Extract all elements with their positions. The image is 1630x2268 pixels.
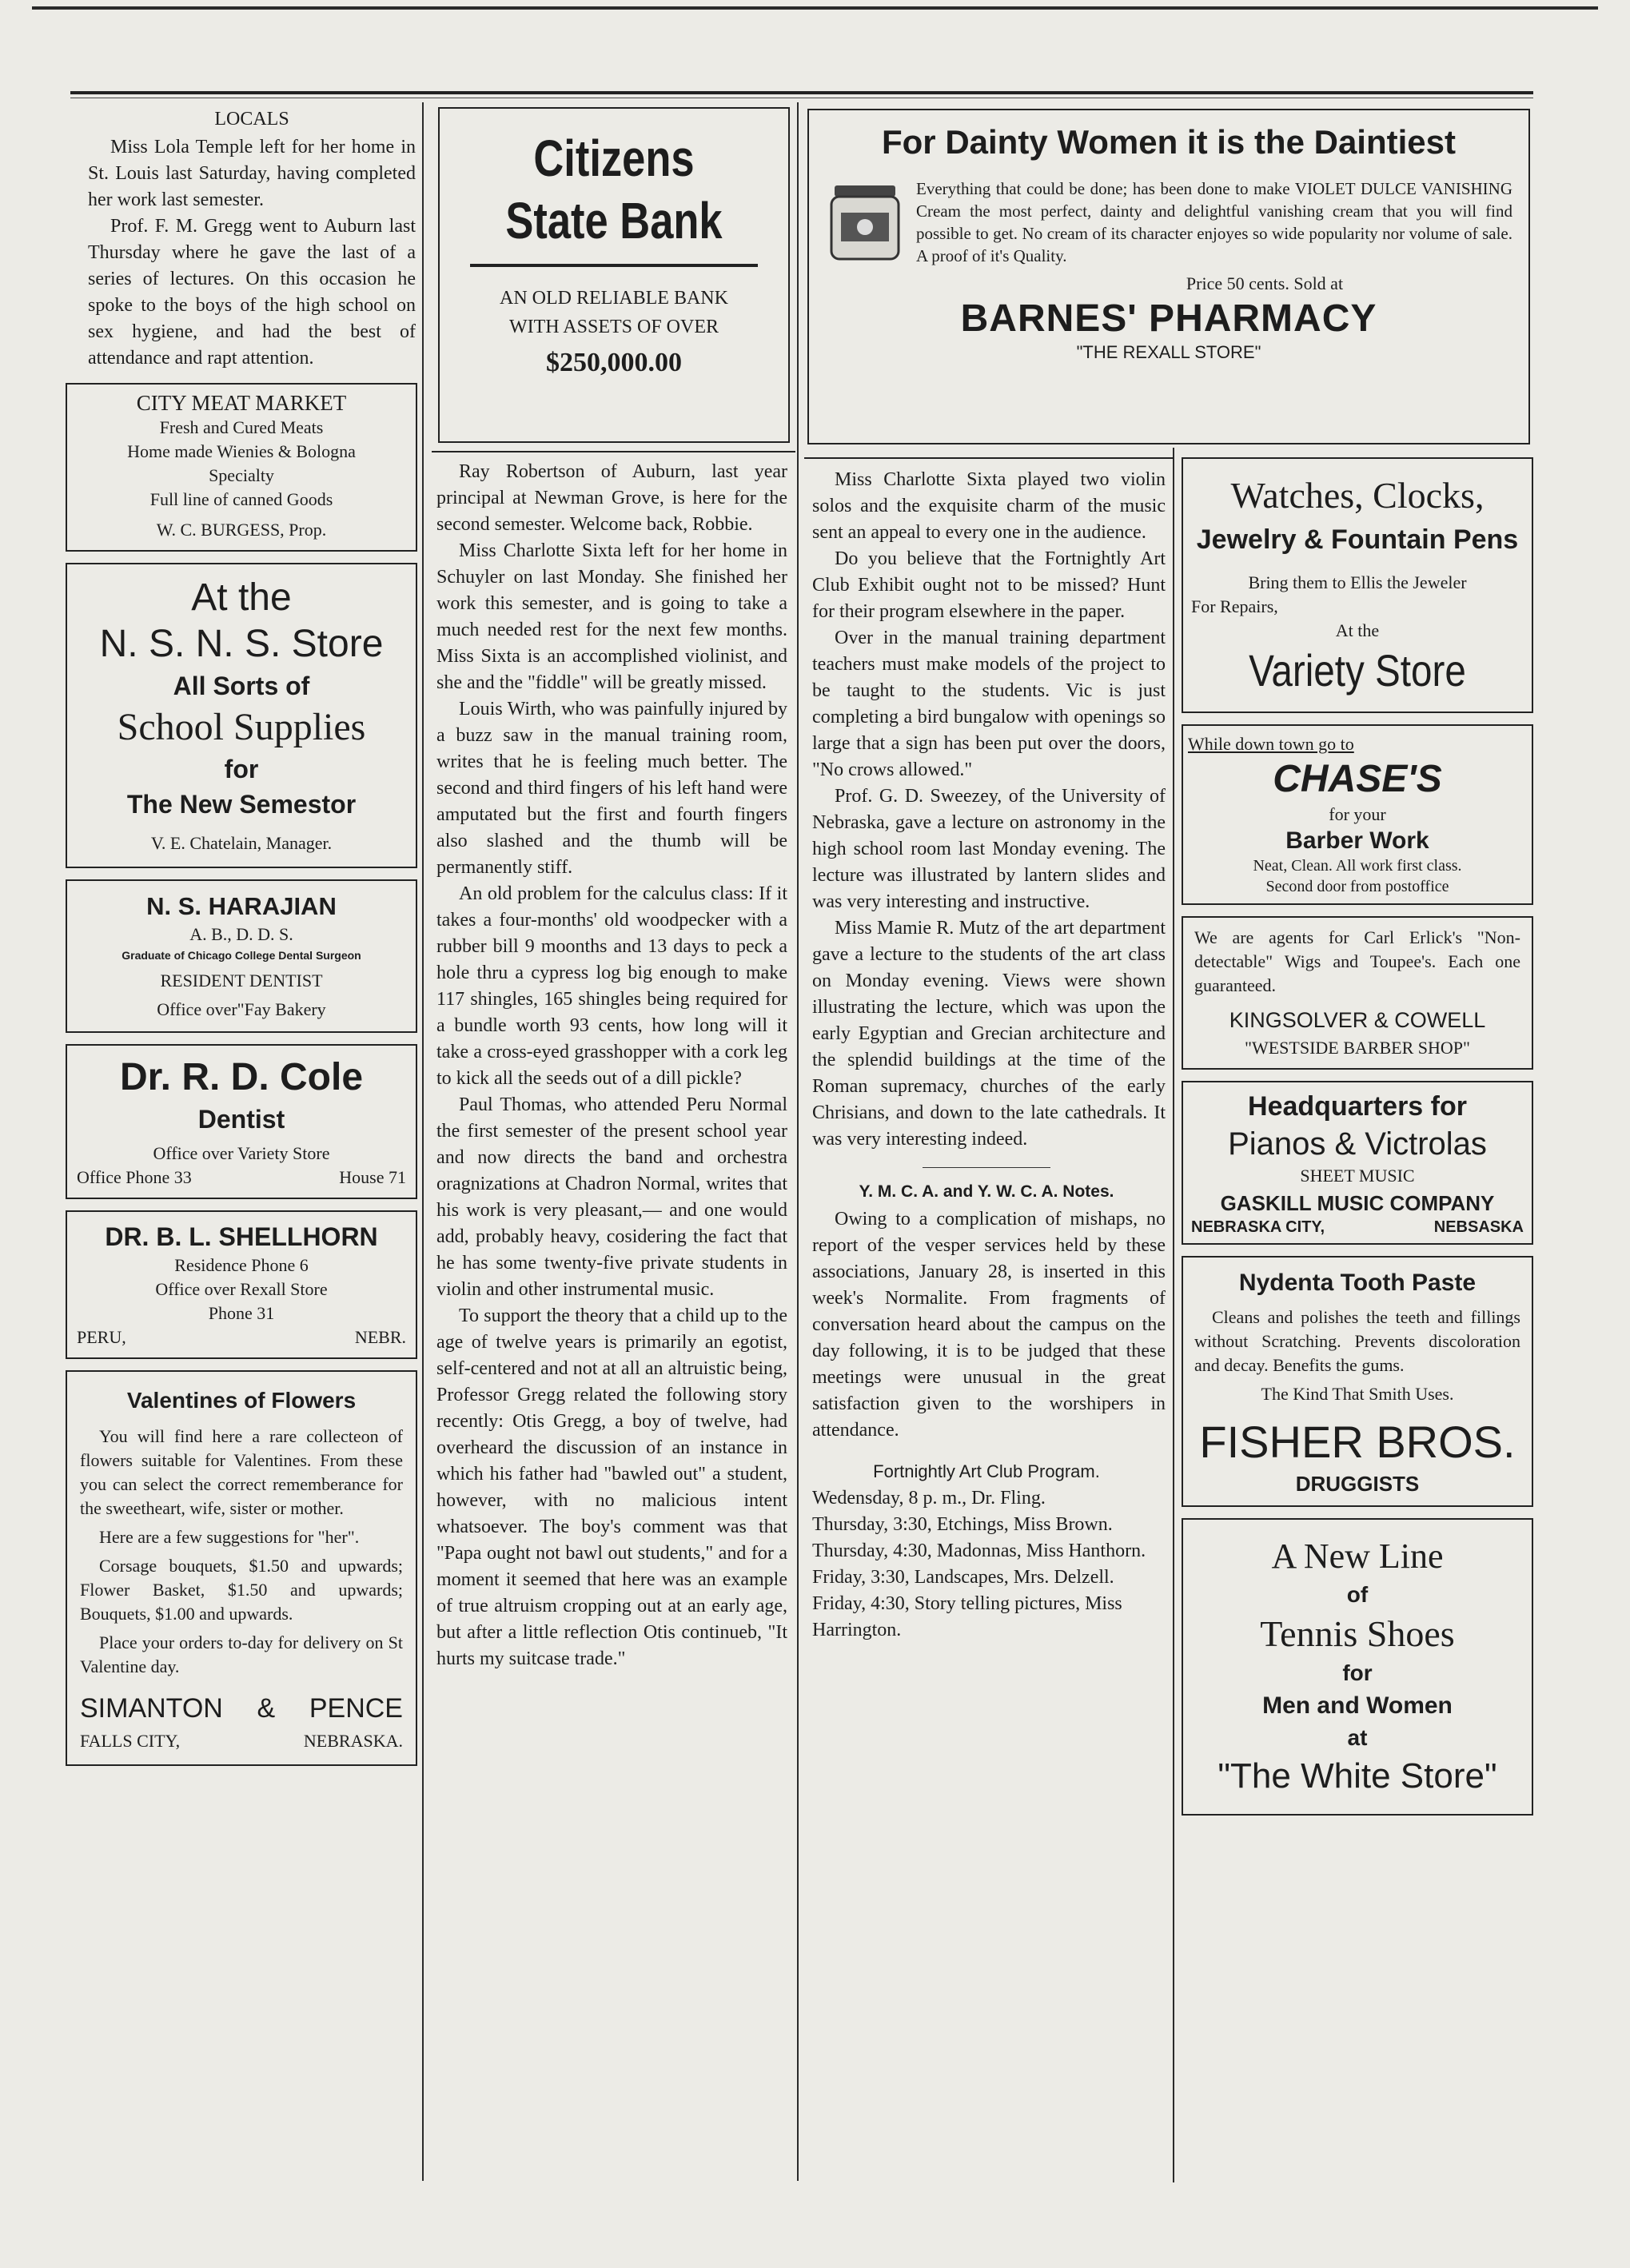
ad-line: Neat, Clean. All work first class. (1253, 857, 1462, 875)
locals-section (66, 102, 424, 372)
ad-line: Graduate of Chicago College Dental Surgeon (122, 949, 361, 962)
ad-line: Full line of canned Goods (149, 489, 333, 509)
gaskill-ad (1182, 1081, 1533, 1245)
cole-ad (66, 1044, 417, 1199)
ad-line: SHEET MUSIC (1300, 1166, 1415, 1186)
news-paragraph: Miss Lola Temple left for her home in St. Louis last Saturday, having completed her work last semester. (88, 137, 416, 210)
program-item: Wedensday, 8 p. m., Dr. Fling. (812, 1488, 1046, 1509)
page-top-border (32, 6, 1598, 10)
ad-body: Everything that could be done; has been done to make VIOLET DULCE VANISHING Cream the most perfect, dainty and delightful vanishing cream that you will find possible to get. No cream of its character enjoyes so wide popularity nor volume of sale. A proof of it's Quality. (916, 179, 1512, 265)
program-item: Thursday, 4:30, Madonnas, Miss Hanthorn. (812, 1541, 1146, 1561)
ad-line: The New Semestor (126, 790, 357, 819)
ad-title: Pianos & Victrolas (1228, 1126, 1487, 1162)
white-store-ad (1182, 1518, 1533, 1816)
program-item: Friday, 3:30, Landscapes, Mrs. Delzell. (812, 1567, 1114, 1588)
news-paragraph: To support the theory that a child up to the age of twelve years is primarily an egotist, self-centered and not at all an altruistic being, Professor Gregg related the following story recently: Otis Gregg, a boy of twelve, had overheard the discussion of an instance in which his father had "bawled out" a student, however, with no malicious intent whatsoever. The boy's comment was that "Papa ought not bawl out students," and for a moment it seemed that here was an example of true altruism cropping out at an early age, but after a little reflection Otis continueb, "It hurts my suitcase trade." (436, 1305, 787, 1669)
ad-line: V. E. Chatelain, Manager. (150, 833, 333, 853)
news-paragraph: Miss Mamie R. Mutz of the art department gave a lecture to the students of the art class on Monday evening. Views were shown illustrating the lecture, which was upon the early Egyptian and Grecian architecture and the splendid buildings at the time of the Roman supremacy, churches of the early Chrisians, and down to the late cathedrals. It was very interesting indeed. (812, 918, 1166, 1150)
city: NEBRASKA CITY, (1191, 1218, 1325, 1236)
bank-name: State Bank (505, 192, 723, 249)
ad-title: KINGSOLVER & COWELL (1229, 1008, 1486, 1032)
program-item: Thursday, 3:30, Etchings, Miss Brown. (812, 1514, 1113, 1535)
ad-paragraph: You will find here a rare collecteon of flowers suitable for Valentines. From these you can select the correct rememberance for the sweetheart, wife, sister or mother. (80, 1426, 403, 1518)
column-rule (797, 102, 799, 2181)
ad-line: All Sorts of (173, 672, 310, 700)
ad-line: RESIDENT DENTIST (160, 971, 323, 991)
ad-line: W. C. BURGESS, Prop. (156, 520, 327, 540)
ad-body: Cleans and polishes the teeth and fillings without Scratching. Prevents discoloration and decay. Benefits the gums. (1194, 1307, 1520, 1375)
ad-title: Valentines of Flowers (126, 1388, 357, 1413)
violet-cream-ad (807, 109, 1530, 444)
nydenta-ad (1182, 1256, 1533, 1507)
news-paragraph: Prof. F. M. Gregg went to Auburn last Thursday where he gave the last of a series of lectures. On this occasion he spoke to the boys of the high school on sex hygiene, and had the best of attendance and rapt attention. (88, 216, 416, 369)
divider (470, 264, 758, 267)
news-paragraph: Ray Robertson of Auburn, last year principal at Newman Grove, is here for the second semester. Welcome back, Robbie. (436, 461, 787, 535)
news-paragraph: Louis Wirth, who was painfully injured by a buzz saw in the manual training room, writes that he is feeling much better. The second and third fingers of his left hand were amputated but the first and fourth fingers also slashed and the thumb will be permanently stiff. (436, 699, 787, 878)
ad-line: for (224, 755, 259, 783)
chase-ad (1182, 724, 1533, 905)
section-heading: Fortnightly Art Club Program. (873, 1461, 1100, 1481)
ad-price: Price 50 cents. Sold at (1186, 273, 1344, 293)
firm-amp: & (257, 1693, 276, 1724)
ad-line: Barber Work (1285, 827, 1429, 854)
program-item: Friday, 4:30, Story telling pictures, Miss Harrington. (812, 1593, 1122, 1640)
column-2 (424, 102, 795, 1672)
ad-line: for your (1329, 804, 1386, 824)
ad-line: Fresh and Cured Meats (159, 417, 324, 437)
ad-title: Dr. R. D. Cole (119, 1056, 364, 1098)
ad-line: Jewelry & Fountain Pens (1196, 524, 1519, 555)
ad-title: Variety Store (1249, 645, 1466, 696)
ad-title: CHASE'S (1273, 758, 1442, 800)
ad-line: Office over"Fay Bakery (157, 999, 326, 1019)
ad-line: DRUGGISTS (1295, 1472, 1420, 1496)
bank-ad (438, 107, 790, 443)
news-paragraph: Do you believe that the Fortnightly Art Club Exhibit ought not to be missed? Hunt for their program elsewhere in the paper. (812, 548, 1166, 622)
section-heading: Y. M. C. A. and Y. W. C. A. Notes. (859, 1182, 1114, 1201)
news-column (424, 459, 795, 1672)
bank-desc: WITH ASSETS OF OVER (508, 317, 719, 337)
house-phone: House 71 (339, 1167, 406, 1187)
ad-line: School Supplies (117, 706, 366, 748)
ad-line: Bring them to Ellis the Jeweler (1248, 572, 1467, 592)
ad-line: Phone 31 (208, 1303, 275, 1323)
firm-name: SIMANTON (80, 1693, 223, 1724)
nsns-store-ad (66, 563, 417, 868)
meat-market-ad (66, 383, 417, 552)
news-paragraph: Miss Charlotte Sixta played two violin solos and the exquisite charm of the music sent an appeal to every one in the audience. (812, 469, 1166, 543)
state: NEBR. (354, 1327, 406, 1347)
ad-paragraph: Here are a few suggestions for "her". (99, 1527, 360, 1547)
ad-body: We are agents for Carl Erlick's "Non-detectable" Wigs and Toupee's. Each one guaranteed. (1194, 927, 1520, 995)
ad-line: Office over Rexall Store (155, 1279, 328, 1299)
firm-name: PENCE (309, 1693, 403, 1724)
state: NEBSASKA (1433, 1218, 1524, 1236)
ad-line: A. B., D. D. S. (189, 924, 293, 944)
cream-jar-icon (825, 177, 905, 265)
ad-line: Second door from postoffice (1265, 878, 1449, 895)
city: FALLS CITY, (80, 1731, 181, 1751)
town: PERU, (77, 1327, 126, 1347)
news-paragraph: Paul Thomas, who attended Peru Normal the first semester of the present school year and now directs the band and orchestra oragnizations at Chadron Normal, writes that his work is very pleasant,— and one would add, probably heavy, cosidering the fact that he has some twenty-five private students in violin and other instrumental music. (436, 1094, 787, 1300)
column-1 (66, 102, 424, 1766)
state: NEBRASKA. (303, 1731, 403, 1751)
office-phone: Office Phone 33 (77, 1167, 192, 1187)
locals-heading: LOCALS (214, 109, 289, 130)
store-name: FISHER BROS. (1199, 1417, 1516, 1467)
ad-line: Residence Phone 6 (174, 1255, 309, 1275)
ad-line: While down town go to (1188, 734, 1354, 754)
divider (923, 1167, 1050, 1168)
ad-title: N. S. N. S. Store (99, 623, 384, 665)
ad-paragraph: Corsage bouquets, $1.50 and upwards; Flower Basket, $1.50 and upwards; Bouquets, $1.00 and upwards. (80, 1556, 403, 1624)
bank-desc: AN OLD RELIABLE BANK (500, 288, 728, 309)
harajian-ad (66, 879, 417, 1033)
ad-line: Dentist (197, 1105, 285, 1134)
ad-line: Specialty (209, 465, 274, 485)
news-paragraph: Over in the manual training department teachers must make models of the project to be taught to the students. Vic is just completing a bird bungalow with openings so large that a sign has been put over the doors, "No crows allowed." (812, 628, 1166, 780)
ad-title: N. S. HARAJIAN (146, 892, 337, 920)
shellhorn-ad (66, 1210, 417, 1359)
ad-title: A New Line (1271, 1537, 1444, 1576)
news-paragraph: Owing to a complication of mishaps, no report of the vesper services held by these associations, January 28, is inserted in this week's Normalite. From fragments of conversation heard about the campus on the day following, it is to be judged that these meetings were unusual in the great satisfaction given to the worshipers in attendance. (812, 1209, 1166, 1441)
ad-line: GASKILL MUSIC COMPANY (1220, 1191, 1495, 1215)
ad-title: DR. B. L. SHELLHORN (105, 1222, 378, 1251)
column-4 (1175, 457, 1533, 1816)
ad-line: Men and Women (1262, 1692, 1453, 1719)
kingsolver-ad (1182, 916, 1533, 1070)
ad-line: for (1342, 1660, 1373, 1685)
news-paragraph: Miss Charlotte Sixta left for her home in Schuyler on last Monday. She finished her work this semester, and is going to take a much needed rest for the next few months. Miss Sixta is an accomplished violinist, and she and the "fiddle" will be greatly missed. (436, 540, 787, 693)
news-paragraph: Prof. G. D. Sweezey, of the University of Nebraska, gave a lecture on astronomy in the high school room last Monday evening. The lecture was illustrated by lantern slides and was very interesting and instructive. (812, 786, 1166, 912)
ad-line: At the (191, 576, 292, 619)
bank-name: Citizens (533, 130, 695, 187)
ad-title: CITY MEAT MARKET (136, 391, 347, 415)
ad-line: At the (1335, 620, 1380, 640)
store-name: BARNES' PHARMACY (960, 297, 1377, 340)
ad-paragraph: Place your orders to-day for delivery on St Valentine day. (80, 1632, 403, 1676)
bank-assets: $250,000.00 (546, 348, 682, 377)
ad-line: Home made Wienies & Bologna (127, 441, 356, 461)
ad-title: Tennis Shoes (1260, 1613, 1455, 1654)
ad-title: "The White Store" (1218, 1756, 1497, 1796)
ad-line: at (1347, 1725, 1368, 1750)
valentines-ad (66, 1370, 417, 1766)
header-rule (70, 91, 1533, 94)
ad-title: Headquarters for (1248, 1091, 1467, 1122)
ad-line: of (1346, 1582, 1369, 1607)
ad-line: Office over Variety Store (153, 1143, 330, 1163)
watches-ad (1182, 457, 1533, 713)
news-paragraph: An old problem for the calculus class: If it takes a four-months' old woodpecker with a rubber bill 9 moonths and 13 days to peck a hole thru a cypress log big enough to make 117 shingles, 165 shingles being required for a bundle worth 93 cents, how long will it take a cross-eyed grasshopper with a cork leg to kick all the seeds out of a dill pickle? (436, 883, 787, 1089)
store-tagline: "THE REXALL STORE" (1076, 342, 1261, 362)
ad-line: "WESTSIDE BARBER SHOP" (1245, 1038, 1470, 1058)
ad-headline: For Dainty Women it is the Daintiest (882, 123, 1456, 161)
ad-line: For Repairs, (1191, 596, 1278, 616)
ad-title: Watches, Clocks, (1230, 475, 1485, 516)
ad-line: The Kind That Smith Uses. (1261, 1384, 1454, 1404)
column-3 (799, 457, 1174, 1644)
ad-title: Nydenta Tooth Paste (1238, 1270, 1477, 1296)
